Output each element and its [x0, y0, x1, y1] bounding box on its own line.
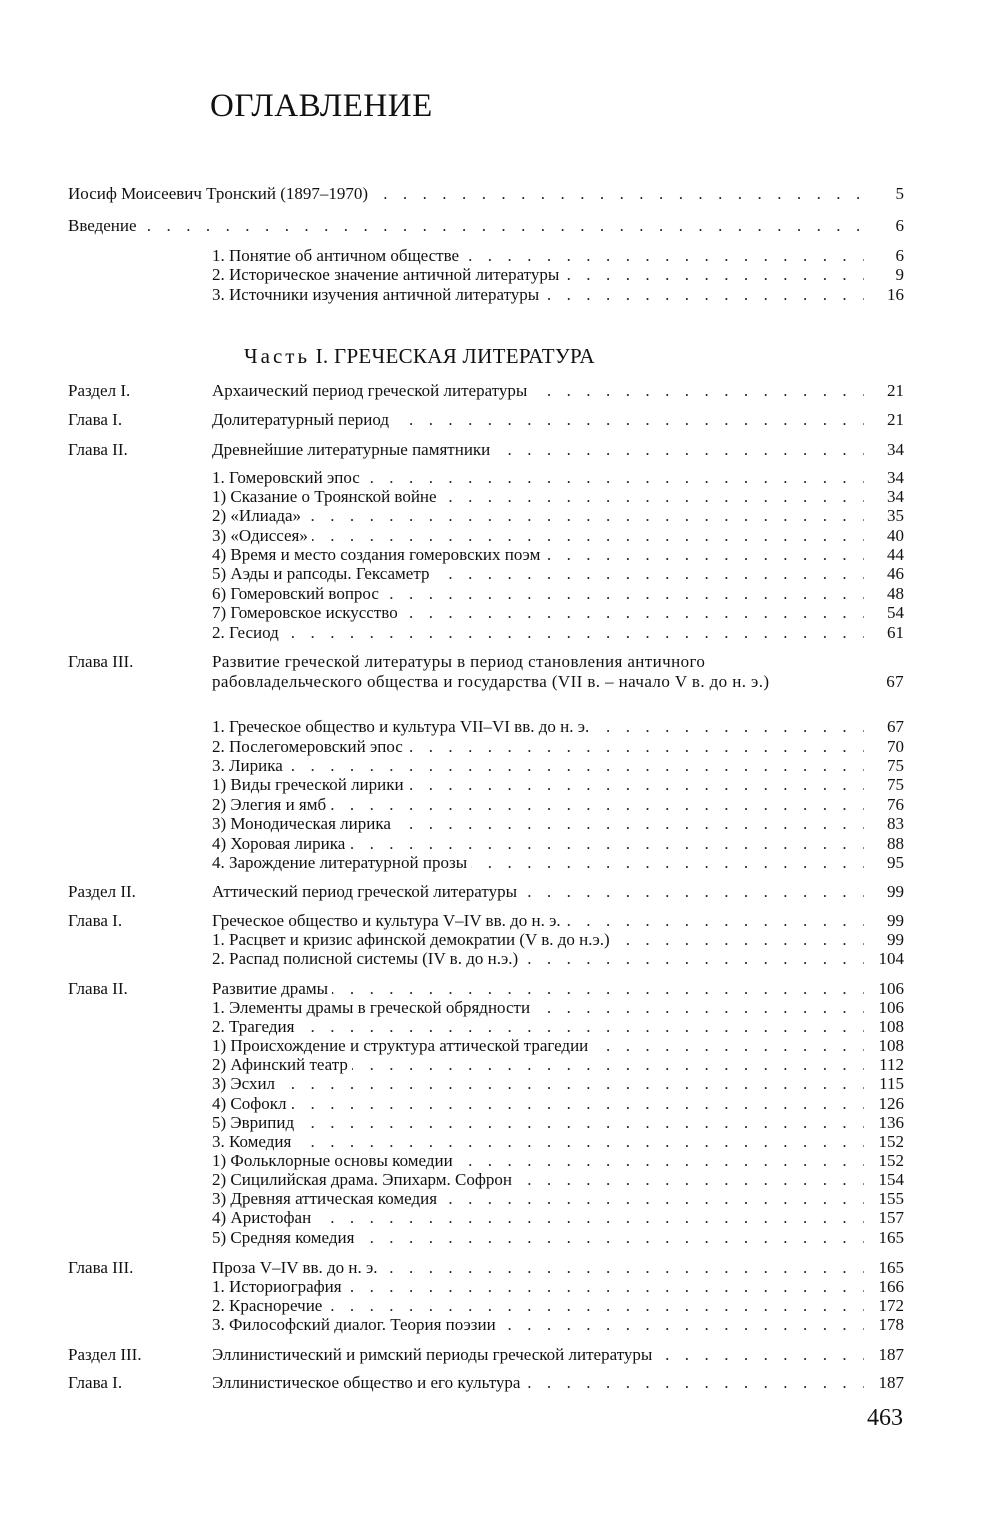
toc-entry[interactable] [212, 246, 904, 266]
toc-entry[interactable] [68, 216, 904, 236]
toc-entry[interactable] [212, 584, 904, 604]
toc-entry[interactable] [212, 775, 904, 795]
chapter-label: Глава II. [68, 979, 128, 998]
toc-entry[interactable] [212, 285, 904, 305]
chapter-label: Глава I. [68, 911, 123, 930]
toc-entry[interactable] [212, 1228, 904, 1248]
toc-entry[interactable] [212, 526, 904, 546]
toc-entry-page: 83 [864, 814, 904, 834]
toc-entry[interactable] [212, 949, 904, 969]
toc-entry[interactable] [212, 603, 904, 623]
toc-entry[interactable] [212, 1315, 904, 1335]
toc-entry[interactable] [212, 882, 904, 902]
toc-entry[interactable] [212, 545, 904, 565]
toc-entry-page: 166 [864, 1277, 904, 1297]
toc-entry-text: 6) Гомеровский вопрос [212, 584, 383, 603]
toc-entry-page: 75 [864, 756, 904, 776]
part-title: I. ГРЕЧЕСКАЯ ЛИТЕРАТУРА [315, 344, 595, 368]
section-label: Раздел III. [68, 1345, 142, 1364]
toc-entry[interactable] [212, 1373, 904, 1393]
toc-entry-text: 4) Время и место создания гомеровских поэм [212, 545, 544, 564]
toc-entry[interactable] [212, 1055, 904, 1075]
toc-entry-text: 5) Средняя комедия [212, 1228, 358, 1247]
toc-entry-text: 1) Фольклорные основы комедии [212, 1151, 457, 1170]
toc-entry-text: 2) Афинский театр [212, 1055, 352, 1074]
toc-entry-text: 2) «Илиада» [212, 506, 305, 525]
toc-entry-text: 4) Софокл [212, 1094, 291, 1113]
toc-entry-page: 88 [864, 834, 904, 854]
toc-entry-multiline[interactable] [212, 652, 904, 692]
toc-entry-page: 46 [864, 564, 904, 584]
toc-entry-page: 126 [864, 1094, 904, 1114]
chapter-label: Глава I. [68, 1373, 123, 1392]
chapter-label: Глава III. [68, 1258, 134, 1277]
toc-entry-page: 34 [864, 468, 904, 488]
toc-entry-text: 4) Аристофан [212, 1208, 315, 1227]
page-title: ОГЛАВЛЕНИЕ [210, 88, 433, 124]
toc-entry-text: 3) «Одиссея» [212, 526, 312, 545]
toc-entry[interactable] [212, 440, 904, 460]
toc-entry-page: 44 [864, 545, 904, 565]
toc-entry-page: 70 [864, 737, 904, 757]
toc-entry-page: 136 [864, 1113, 904, 1133]
part-heading [244, 344, 595, 369]
toc-entry-page: 21 [864, 381, 904, 401]
toc-entry-page: 54 [864, 603, 904, 623]
toc-entry[interactable] [212, 410, 904, 430]
toc-entry[interactable] [212, 1258, 904, 1278]
toc-entry-text: 2. Историческое значение античной литературы [212, 265, 563, 284]
toc-entry[interactable] [212, 853, 904, 873]
toc-entry[interactable] [212, 1132, 904, 1152]
toc-entry[interactable] [212, 1151, 904, 1171]
toc-entry-text: Эллинистическое общество и его культура [212, 1373, 524, 1392]
toc-entry[interactable] [212, 1345, 904, 1365]
toc-entry-page: 152 [864, 1151, 904, 1171]
toc-entry-text: Развитие драмы [212, 979, 332, 998]
toc-entry[interactable] [212, 468, 904, 488]
toc-entry[interactable] [212, 814, 904, 834]
toc-entry-text: 2. Распад полисной системы (IV в. до н.э.) [212, 949, 522, 968]
toc-entry[interactable] [212, 795, 904, 815]
toc-entry-text: Иосиф Моисеевич Тронский (1897–1970) [68, 184, 372, 203]
toc-entry-text: 2) Сицилийская драма. Эпихарм. Софрон [212, 1170, 516, 1189]
toc-entry-page: 155 [864, 1189, 904, 1209]
toc-entry-page: 16 [864, 285, 904, 305]
toc-entry-page: 35 [864, 506, 904, 526]
toc-entry-page: 67 [886, 672, 904, 691]
toc-entry[interactable] [212, 1017, 904, 1037]
toc-entry-text: 7) Гомеровское искусство [212, 603, 402, 622]
toc-entry-page: 112 [864, 1055, 904, 1075]
toc-entry[interactable] [212, 623, 904, 643]
toc-entry-text: 3. Философский диалог. Теория поэзии [212, 1315, 500, 1334]
toc-entry-text: 4) Хоровая лирика [212, 834, 349, 853]
part-label: Часть [244, 344, 311, 368]
toc-entry[interactable] [212, 1189, 904, 1209]
section-label: Раздел I. [68, 381, 131, 400]
toc-entry-page: 178 [864, 1315, 904, 1335]
toc-entry-text: 1. Понятие об античном обществе [212, 246, 463, 265]
toc-entry[interactable] [212, 911, 904, 931]
toc-entry-text: 2. Послегомеровский эпос [212, 737, 407, 756]
toc-entry-page: 165 [864, 1228, 904, 1248]
toc-entry-text: Эллинистический и римский периоды греческой литературы [212, 1345, 656, 1364]
page-number: 463 [867, 1405, 903, 1431]
toc-entry[interactable] [212, 564, 904, 584]
toc-entry-text: 3) Древняя аттическая комедия [212, 1189, 441, 1208]
toc-entry-page: 21 [864, 410, 904, 430]
toc-entry-text: 3. Лирика [212, 756, 287, 775]
toc-entry-page: 34 [864, 487, 904, 507]
toc-entry[interactable] [212, 1296, 904, 1316]
toc-entry[interactable] [212, 381, 904, 401]
toc-entry-text: 1. Гомеровский эпос [212, 468, 364, 487]
toc-entry-text: 1) Виды греческой лирики [212, 775, 408, 794]
toc-entry-text: 3) Монодическая лирика [212, 814, 395, 833]
toc-entry-text: 2. Трагедия [212, 1017, 298, 1036]
toc-entry[interactable] [212, 265, 904, 285]
toc-entry-page: 61 [864, 623, 904, 643]
toc-entry[interactable] [212, 1094, 904, 1114]
toc-entry-text: 1) Сказание о Троянской войне [212, 487, 441, 506]
toc-entry[interactable] [212, 834, 904, 854]
toc-entry-text: 5) Аэды и рапсоды. Гексаметр [212, 564, 433, 583]
toc-entry-page: 165 [864, 1258, 904, 1278]
toc-entry-page: 5 [864, 184, 904, 204]
toc-entry-text: 1. Греческое общество и культура VII–VI вв. до н. э. [212, 717, 593, 736]
toc-entry-page: 104 [864, 949, 904, 969]
toc-entry[interactable] [212, 717, 904, 737]
chapter-label: Глава I. [68, 410, 123, 429]
toc-entry-page: 99 [864, 882, 904, 902]
toc-entry-text: 3. Комедия [212, 1132, 295, 1151]
toc-entry-page: 75 [864, 775, 904, 795]
toc-entry[interactable] [212, 756, 904, 776]
toc-entry-page: 6 [864, 246, 904, 266]
toc-entry-page: 40 [864, 526, 904, 546]
toc-entry-page: 67 [864, 717, 904, 737]
toc-entry-page: 154 [864, 1170, 904, 1190]
toc-entry-text: 2. Гесиод [212, 623, 283, 642]
toc-entry[interactable] [212, 506, 904, 526]
toc-entry-text: 2. Красноречие [212, 1296, 326, 1315]
toc-entry-text: 4. Зарождение литературной прозы [212, 853, 471, 872]
toc-entry-text: 1. Историография [212, 1277, 346, 1296]
toc-entry-text: Греческое общество и культура V–IV вв. до н. э. [212, 911, 565, 930]
toc-entry-page: 152 [864, 1132, 904, 1152]
toc-entry-page: 187 [864, 1373, 904, 1393]
toc-entry-text: Аттический период греческой литературы [212, 882, 521, 901]
toc-entry-text: 2) Элегия и ямб [212, 795, 330, 814]
toc-entry[interactable] [212, 1170, 904, 1190]
toc-entry[interactable] [212, 487, 904, 507]
toc-entry-text: Развитие греческой литературы в период становления античного рабовладельческого общества и государства (VII в. – начало V в. до н. э.) [212, 652, 770, 691]
toc-entry-page: 108 [864, 1036, 904, 1056]
toc-entry-page: 95 [864, 853, 904, 873]
chapter-label: Глава II. [68, 440, 128, 459]
toc-entry[interactable] [212, 998, 904, 1018]
toc-entry-page: 108 [864, 1017, 904, 1037]
toc-entry-text: 3) Эсхил [212, 1074, 279, 1093]
toc-entry-page: 115 [864, 1074, 904, 1094]
toc-entry-page: 99 [864, 911, 904, 931]
toc-entry[interactable] [212, 930, 904, 950]
toc-entry-text: 1. Расцвет и кризис афинской демократии (V в. до н.э.) [212, 930, 614, 949]
toc-entry[interactable] [212, 737, 904, 757]
toc-entry[interactable] [212, 979, 904, 999]
toc-entry-page: 106 [864, 979, 904, 999]
toc-entry-text: Проза V–IV вв. до н. э. [212, 1258, 382, 1277]
toc-entry[interactable] [212, 1074, 904, 1094]
toc-entry-page: 172 [864, 1296, 904, 1316]
section-label: Раздел II. [68, 882, 136, 901]
toc-entry[interactable] [212, 1113, 904, 1133]
toc-entry-page: 99 [864, 930, 904, 950]
toc-entry-page: 34 [864, 440, 904, 460]
toc-entry-page: 6 [864, 216, 904, 236]
toc-entry[interactable] [212, 1208, 904, 1228]
toc-entry-text: Древнейшие литературные памятники [212, 440, 494, 459]
toc-entry[interactable] [212, 1036, 904, 1056]
toc-entry-page: 9 [864, 265, 904, 285]
chapter-label: Глава III. [68, 652, 134, 671]
toc-entry-page: 76 [864, 795, 904, 815]
toc-entry-text: 3. Источники изучения античной литературы [212, 285, 543, 304]
toc-entry[interactable] [68, 184, 904, 204]
toc-entry-page: 187 [864, 1345, 904, 1365]
toc-entry-text: Долитературный период [212, 410, 393, 429]
toc-entry-page: 157 [864, 1208, 904, 1228]
toc-entry-text: 1) Происхождение и структура аттической трагедии [212, 1036, 592, 1055]
toc-entry-text: 5) Эврипид [212, 1113, 298, 1132]
toc-entry-text: Архаический период греческой литературы [212, 381, 531, 400]
toc-entry-text: Введение [68, 216, 141, 235]
toc-entry-page: 106 [864, 998, 904, 1018]
toc-entry[interactable] [212, 1277, 904, 1297]
toc-entry-text: 1. Элементы драмы в греческой обрядности [212, 998, 534, 1017]
toc-entry-page: 48 [864, 584, 904, 604]
